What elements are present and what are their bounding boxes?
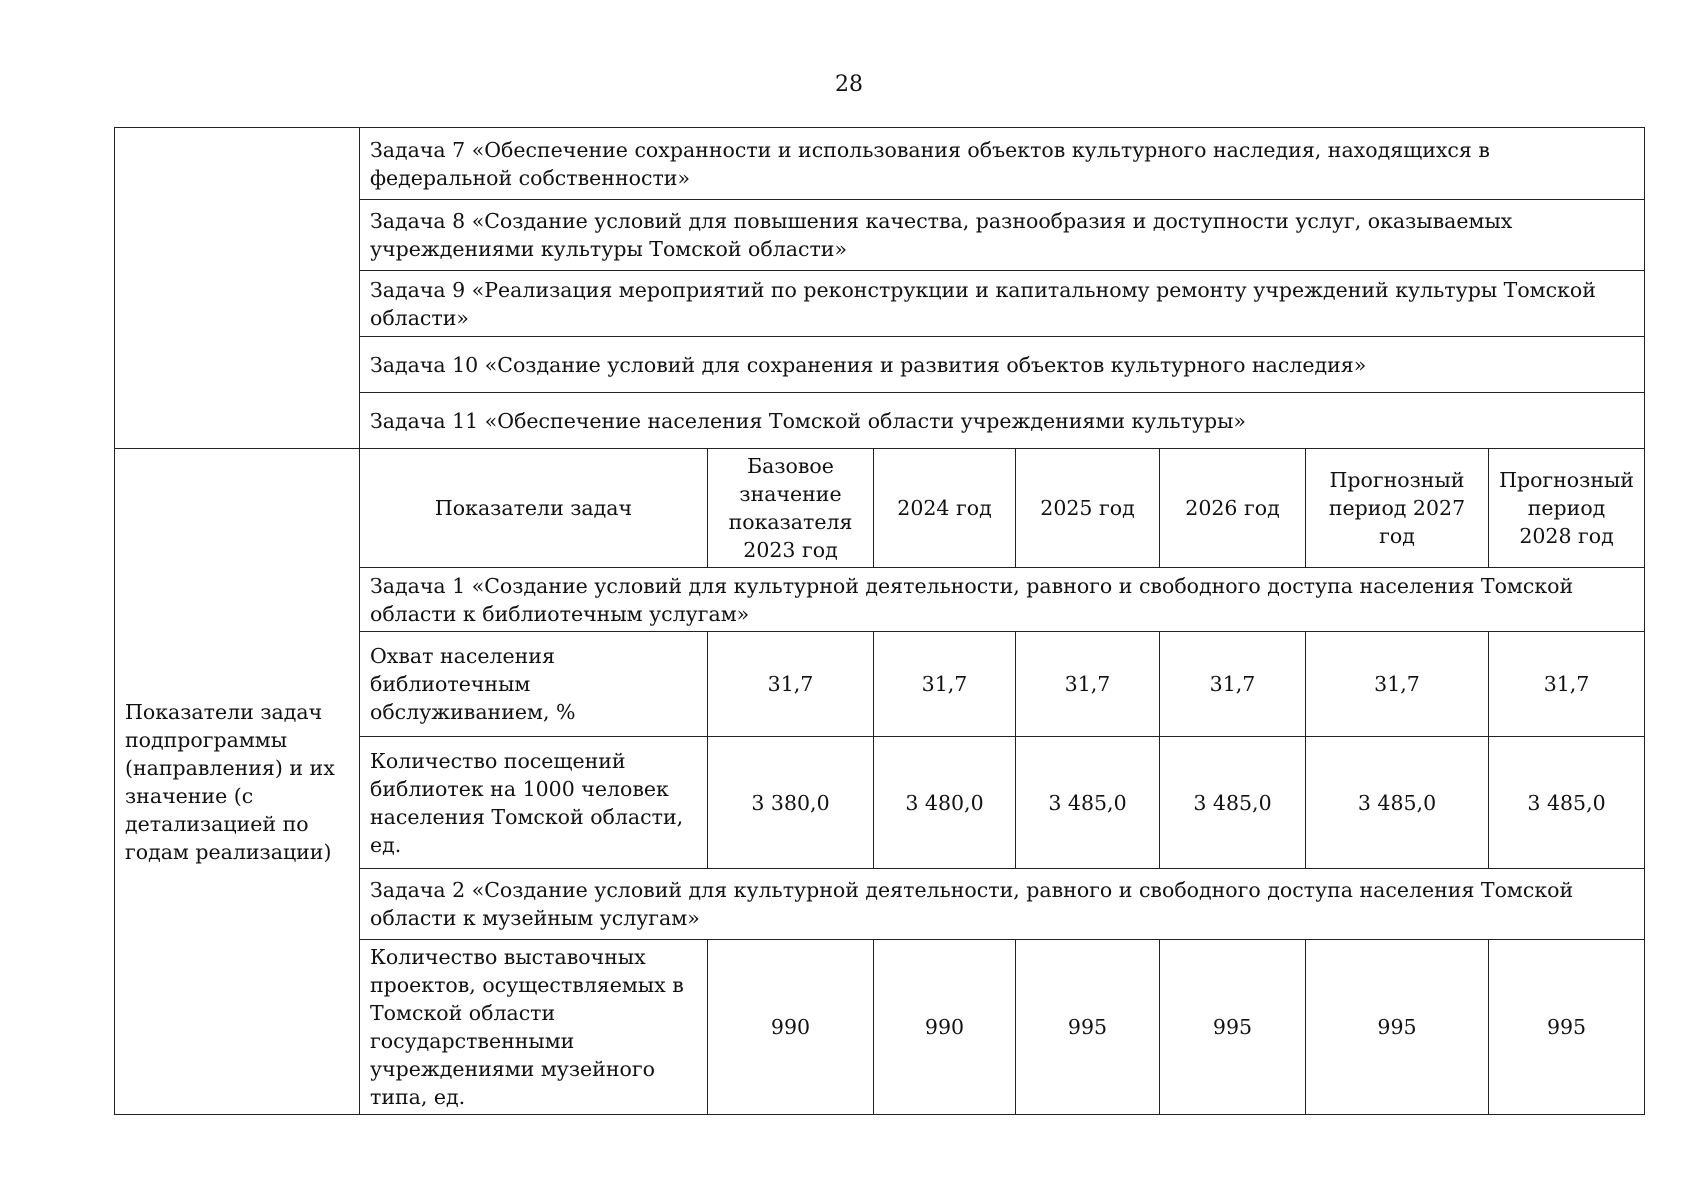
task-2-title: Задача 2 «Создание условий для культурной деятельности, равного и свободного доступа населения Томской области к музейным услугам»	[360, 869, 1645, 940]
value-2024: 31,7	[874, 632, 1016, 737]
value-2025: 3 485,0	[1016, 737, 1160, 869]
indicator-name: Количество посещений библиотек на 1000 человек населения Томской области, ед.	[360, 737, 708, 869]
header-2025: 2025 год	[1016, 449, 1160, 568]
value-2028: 31,7	[1489, 632, 1645, 737]
indicators-table	[114, 127, 1645, 1115]
header-2024: 2024 год	[874, 449, 1016, 568]
value-2025: 995	[1016, 940, 1160, 1115]
value-2026: 995	[1160, 940, 1306, 1115]
value-2024: 990	[874, 940, 1016, 1115]
task-9-title: Задача 9 «Реализация мероприятий по реконструкции и капитальному ремонту учреждений культуры Томской области»	[360, 271, 1645, 337]
header-indicators: Показатели задач	[360, 449, 708, 568]
value-2024: 3 480,0	[874, 737, 1016, 869]
header-2027: Прогнозный период 2027 год	[1306, 449, 1489, 568]
value-2026: 31,7	[1160, 632, 1306, 737]
value-2027: 31,7	[1306, 632, 1489, 737]
value-2028: 3 485,0	[1489, 737, 1645, 869]
task-11-title: Задача 11 «Обеспечение населения Томской области учреждениями культуры»	[360, 393, 1645, 449]
value-2026: 3 485,0	[1160, 737, 1306, 869]
value-2028: 995	[1489, 940, 1645, 1115]
header-2028: Прогнозный период 2028 год	[1489, 449, 1645, 568]
value-2023: 31,7	[708, 632, 874, 737]
empty-left-cell	[115, 128, 360, 449]
indicator-name: Охват населения библиотечным обслуживанием, %	[360, 632, 708, 737]
value-2027: 3 485,0	[1306, 737, 1489, 869]
page-number: 28	[835, 72, 863, 97]
header-2026: 2026 год	[1160, 449, 1306, 568]
value-2027: 995	[1306, 940, 1489, 1115]
task-10-title: Задача 10 «Создание условий для сохранения и развития объектов культурного наследия»	[360, 337, 1645, 393]
value-2023: 3 380,0	[708, 737, 874, 869]
header-base-2023: Базовое значение показателя 2023 год	[708, 449, 874, 568]
value-2023: 990	[708, 940, 874, 1115]
indicators-left-label: Показатели задач подпрограммы (направления) и их значение (с детализацией по годам реализации)	[115, 449, 360, 1115]
task-7-title: Задача 7 «Обеспечение сохранности и использования объектов культурного наследия, находящихся в федеральной собственности»	[360, 128, 1645, 200]
value-2025: 31,7	[1016, 632, 1160, 737]
indicator-name: Количество выставочных проектов, осуществляемых в Томской области государственными учреждениями музейного типа, ед.	[360, 940, 708, 1115]
task-1-title: Задача 1 «Создание условий для культурной деятельности, равного и свободного доступа населения Томской области к библиотечным услугам»	[360, 568, 1645, 632]
task-8-title: Задача 8 «Создание условий для повышения качества, разнообразия и доступности услуг, оказываемых учреждениями культуры Томской области»	[360, 200, 1645, 271]
